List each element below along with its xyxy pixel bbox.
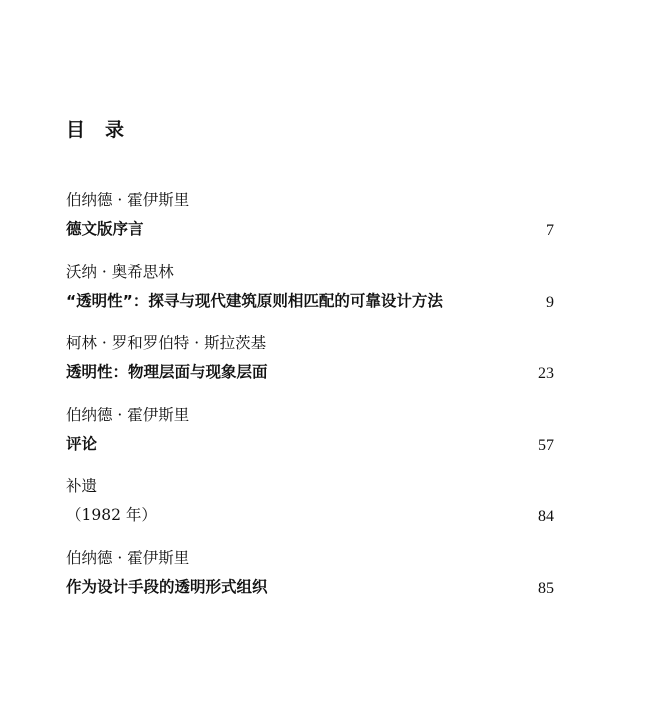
- toc-entry-heading[interactable]: “透明性”：探寻与现代建筑原则相匹配的可靠设计方法: [66, 291, 443, 310]
- toc-entry: [66, 331, 556, 403]
- toc-entry-author: 补遗: [66, 477, 98, 495]
- toc-entry-author: 伯纳德 · 霍伊斯里: [66, 405, 190, 424]
- toc-entry-author: 柯林 · 罗和罗伯特 · 斯拉茨基: [66, 334, 267, 352]
- toc-entry-page-number: 23: [538, 365, 554, 382]
- toc-entry-page-number: 84: [538, 508, 554, 525]
- page-title: 目录: [66, 119, 145, 141]
- toc-entry-author: 伯纳德 · 霍伊斯里: [66, 548, 190, 567]
- toc-entry-author: 伯纳德 · 霍伊斯里: [66, 191, 190, 209]
- toc-entry-heading[interactable]: 透明性：物理层面与现象层面: [66, 363, 268, 381]
- toc-entry: [66, 188, 556, 260]
- toc-entry-page-number: 85: [538, 579, 554, 597]
- toc-entry-page-number: 57: [538, 436, 554, 454]
- toc-entry-heading[interactable]: 作为设计手段的透明形式组织: [66, 577, 268, 596]
- toc-entry-page-number: 7: [546, 222, 554, 239]
- toc-entry: [66, 403, 556, 475]
- toc-entry-page-number: 9: [546, 293, 554, 311]
- toc-list: [66, 188, 556, 617]
- toc-entry: [66, 260, 556, 332]
- toc-entry-heading[interactable]: （1982 年）: [66, 506, 157, 524]
- toc-entry: [66, 474, 556, 546]
- toc-entry: [66, 546, 556, 618]
- toc-entry-author: 沃纳 · 奥希思林: [66, 262, 174, 281]
- toc-entry-heading[interactable]: 评论: [66, 434, 98, 453]
- toc-entry-heading[interactable]: 德文版序言: [66, 220, 144, 238]
